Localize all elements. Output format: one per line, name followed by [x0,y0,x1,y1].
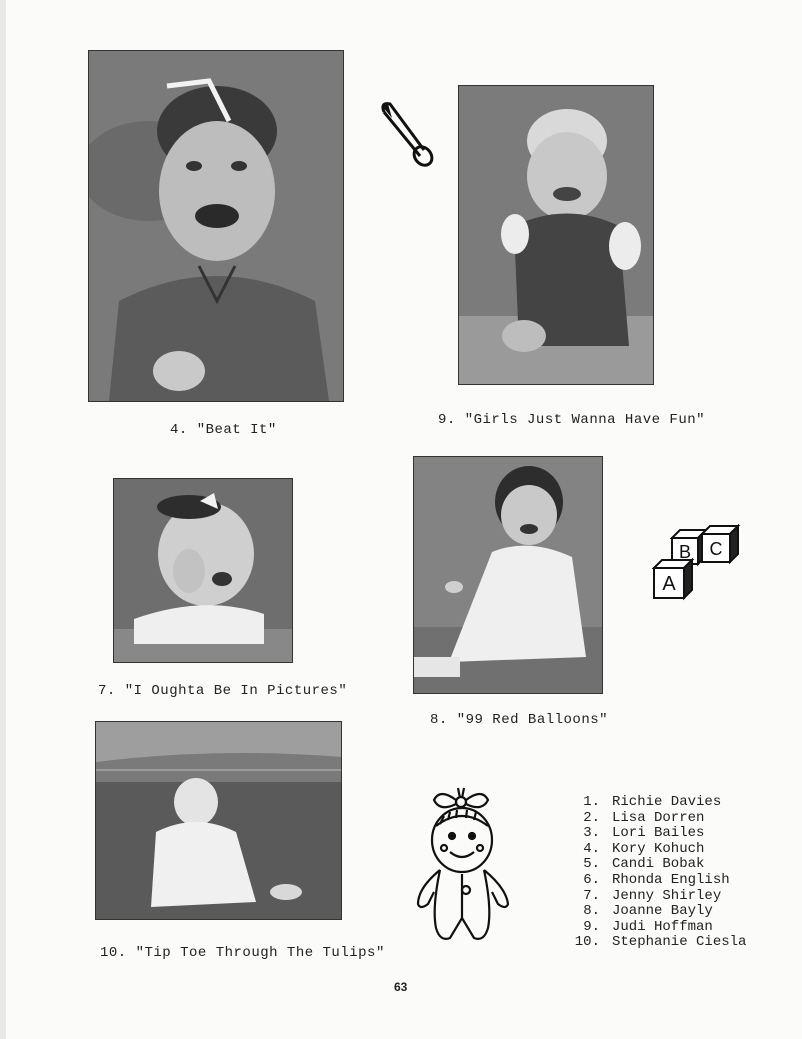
photo-balloons [413,456,603,694]
roster-name: Lori Bailes [612,825,705,842]
photo-girls-fun [458,85,654,385]
photo-beat-it [88,50,344,402]
roster-name: Stephanie Ciesla [612,934,747,951]
block-b-letter: B [678,542,692,562]
baby-doll-icon [410,778,518,948]
photo-pictures [113,478,293,663]
roster-name: Rhonda English [612,871,730,888]
block-c-letter: C [709,539,723,559]
child-portrait-boy-laughing [89,51,343,401]
name-roster [562,795,746,951]
page-number: 63 [394,980,408,994]
roster-name: Kory Kohuch [612,840,705,857]
safety-pin-icon [376,100,436,172]
child-portrait-baby-in-grass [96,722,341,919]
roster-name: Lisa Dorren [612,809,705,826]
roster-item: 10. Stephanie Ciesla [574,934,747,951]
roster-item: 1. Richie Davies [583,794,722,810]
roster-name: Judi Hoffman [612,918,713,935]
roster-item: 3. Lori Bailes [583,825,705,842]
block-a-letter: A [662,573,676,595]
child-portrait-baby-bow [114,479,292,662]
caption-beat-it: 4. "Beat It" [170,422,277,438]
roster-item: 9. Judi Hoffman [583,918,713,935]
abc-blocks-icon [650,524,746,604]
roster-name: Candi Bobak [612,856,705,873]
roster-item: 4. Kory Kohuch [583,840,705,857]
caption-balloons: 8. "99 Red Balloons" [430,712,609,728]
roster-name: Richie Davies [612,794,722,810]
child-portrait-girl-white-dress [414,457,602,693]
roster-item: 7. Jenny Shirley [583,887,722,904]
roster-item: 5. Candi Bobak [583,856,705,873]
roster-item: 8. Joanne Bayly [583,903,713,920]
roster-name: Jenny Shirley [612,887,722,904]
caption-girls-fun: 9. "Girls Just Wanna Have Fun" [438,412,706,428]
photo-tulips [95,721,342,920]
roster-item: 2. Lisa Dorren [583,809,705,826]
child-portrait-toddler-sitting [459,86,653,384]
roster-name: Joanne Bayly [612,903,713,920]
caption-pictures: 7. "I Oughta Be In Pictures" [98,683,348,699]
caption-tulips: 10. "Tip Toe Through The Tulips" [100,945,385,961]
roster-item: 6. Rhonda English [583,871,730,888]
